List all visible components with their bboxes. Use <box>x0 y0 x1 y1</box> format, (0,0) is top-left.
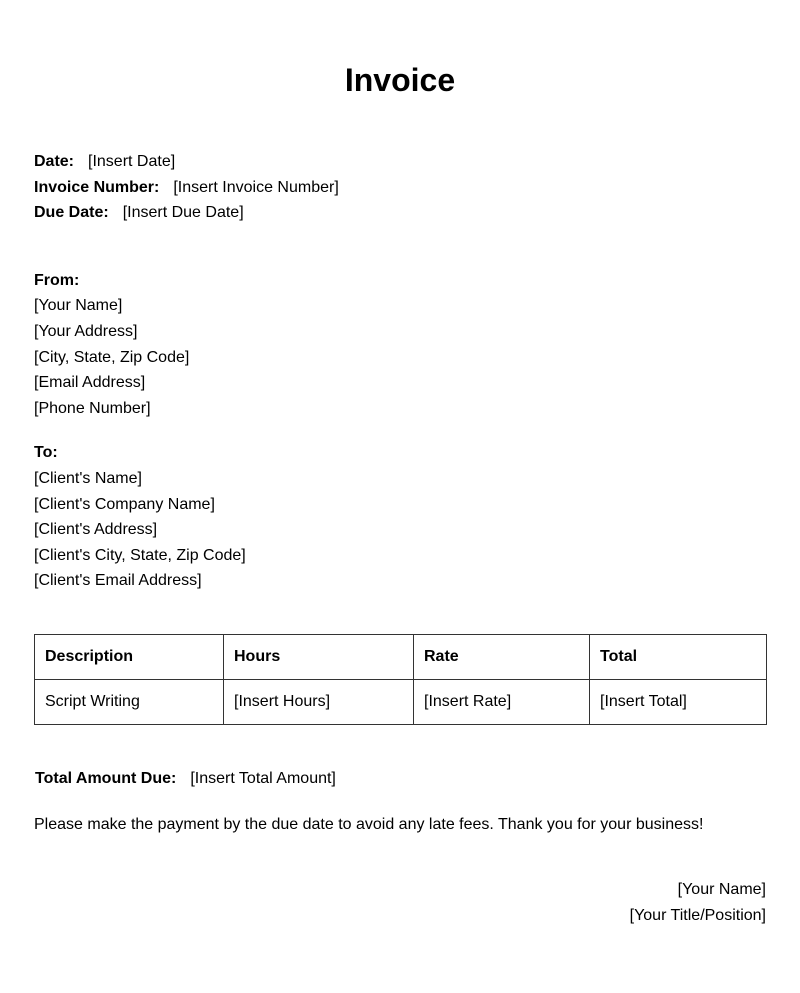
invoice-number-label: Invoice Number: <box>34 178 160 196</box>
signature-title: [Your Title/Position] <box>629 906 766 924</box>
cell-description: Script Writing <box>35 679 224 724</box>
to-line: [Client's Email Address] <box>34 572 202 590</box>
header-total: Total <box>590 634 767 679</box>
date-value: [Insert Date] <box>88 153 176 170</box>
invoice-number-value: [Insert Invoice Number] <box>173 178 339 196</box>
invoice-title: Invoice <box>344 62 456 98</box>
from-line: [City, State, Zip Code] <box>34 348 190 366</box>
to-section <box>34 440 766 594</box>
to-line: [Client's Name] <box>34 469 142 487</box>
line-items-table <box>34 634 767 725</box>
signature-name: [Your Name] <box>677 881 766 899</box>
to-label: To: <box>34 444 58 462</box>
to-line: [Client's City, State, Zip Code] <box>34 546 246 564</box>
due-date-label: Due Date: <box>34 204 109 222</box>
due-date-value: [Insert Due Date] <box>122 204 244 222</box>
signature-block <box>34 877 766 928</box>
cell-hours: [Insert Hours] <box>224 679 414 724</box>
total-amount-value: [Insert Total Amount] <box>190 769 336 787</box>
date-label: Date: <box>34 153 75 170</box>
from-line: [Your Name] <box>34 297 123 315</box>
invoice-number-row <box>34 175 766 201</box>
from-line: [Email Address] <box>34 374 146 392</box>
from-section <box>34 268 766 422</box>
to-line: [Client's Company Name] <box>34 495 215 513</box>
due-date-row <box>34 200 766 226</box>
header-hours: Hours <box>224 634 414 679</box>
table-row <box>35 679 767 724</box>
total-amount-row <box>34 766 766 792</box>
date-row <box>34 149 766 175</box>
payment-note: Please make the payment by the due date to avoid any late fees. Thank you for your business! <box>34 815 704 833</box>
header-description: Description <box>35 634 224 679</box>
invoice-meta <box>34 149 766 226</box>
invoice-page <box>34 0 766 928</box>
cell-rate: [Insert Rate] <box>414 679 590 724</box>
header-rate: Rate <box>414 634 590 679</box>
to-line: [Client's Address] <box>34 521 158 539</box>
table-header-row <box>35 634 767 679</box>
from-line: [Phone Number] <box>34 399 151 417</box>
from-line: [Your Address] <box>34 322 138 340</box>
total-amount-label: Total Amount Due: <box>35 769 177 787</box>
cell-total: [Insert Total] <box>590 679 767 724</box>
from-label: From: <box>34 271 80 289</box>
